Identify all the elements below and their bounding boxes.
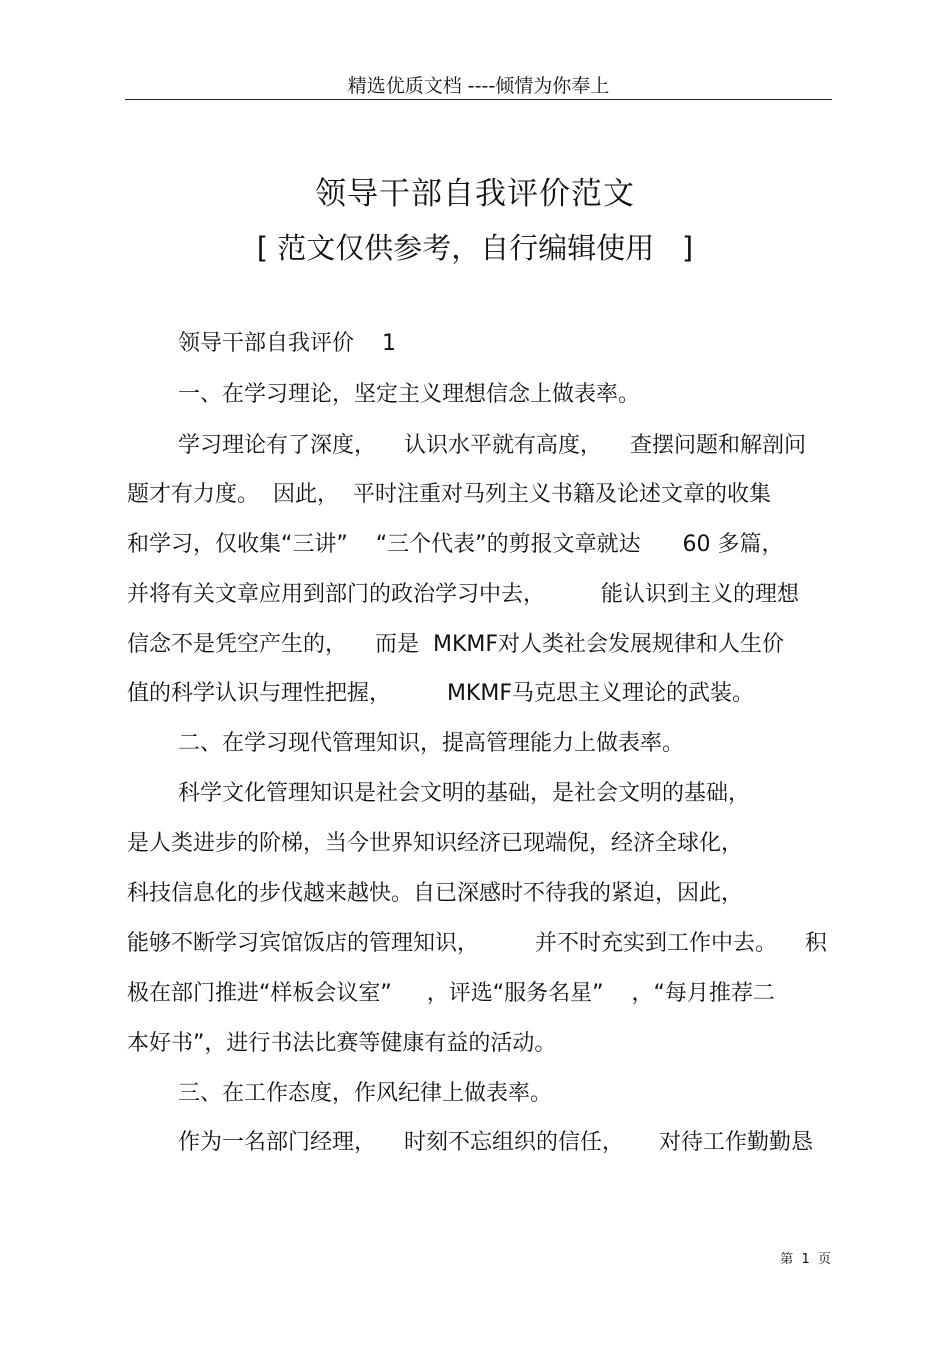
- text-line: 题才有力度。 因此， 平时注重对马列主义书籍及论述文章的收集: [127, 482, 771, 507]
- text-line: 值的科学认识与理性把握， MKMF马克思主义理论的武装。: [127, 681, 754, 706]
- text-line: 并将有关文章应用到部门的政治学习中去， 能认识到主义的理想: [127, 582, 799, 607]
- paragraph-heading: 三、在工作态度，作风纪律上做表率。: [178, 1081, 553, 1106]
- text-line: 作为一名部门经理， 时刻不忘组织的信任， 对待工作勤勤恳: [178, 1130, 813, 1155]
- document-title: 领导干部自我评价范文: [315, 176, 635, 212]
- text-line: 科技信息化的步伐越来越快。自已深感时不待我的紧迫，因此，: [127, 881, 744, 906]
- text-line: 科学文化管理知识是社会文明的基础，是社会文明的基础，: [178, 781, 751, 806]
- text-line: 能够不断学习宾馆饭店的管理知识， 并不时充实到工作中去。 积: [127, 931, 827, 956]
- text-line: 和学习，仅收集“三讲” “三个代表”的剪报文章就达 60 多篇，: [127, 532, 784, 557]
- page-number: 第 1 页: [780, 1252, 831, 1267]
- header-text: 精选优质文档 ----倾情为你奉上: [347, 75, 610, 97]
- paragraph-heading: 一、在学习理论，坚定主义理想信念上做表率。: [178, 382, 641, 407]
- paragraph-heading: 二、在学习现代管理知识，提高管理能力上做表率。: [178, 731, 685, 756]
- text-line: 信念不是凭空产生的， 而是 MKMF对人类社会发展规律和人生价: [127, 632, 785, 657]
- text-line: 学习理论有了深度， 认识水平就有高度， 查摆问题和解剖问: [178, 433, 806, 458]
- document-subtitle: [ 范文仅供参考，自行编辑使用 ]: [256, 231, 694, 265]
- text-line: 是人类进步的阶梯，当今世界知识经济已现端倪，经济全球化，: [127, 831, 744, 856]
- text-line: 本好书”，进行书法比赛等健康有益的活动。: [127, 1031, 557, 1056]
- section-heading: 领导干部自我评价 1: [178, 331, 396, 356]
- text-line: 极在部门推进“样板会议室” ，评选“服务名星” ，“每月推荐二: [127, 981, 775, 1006]
